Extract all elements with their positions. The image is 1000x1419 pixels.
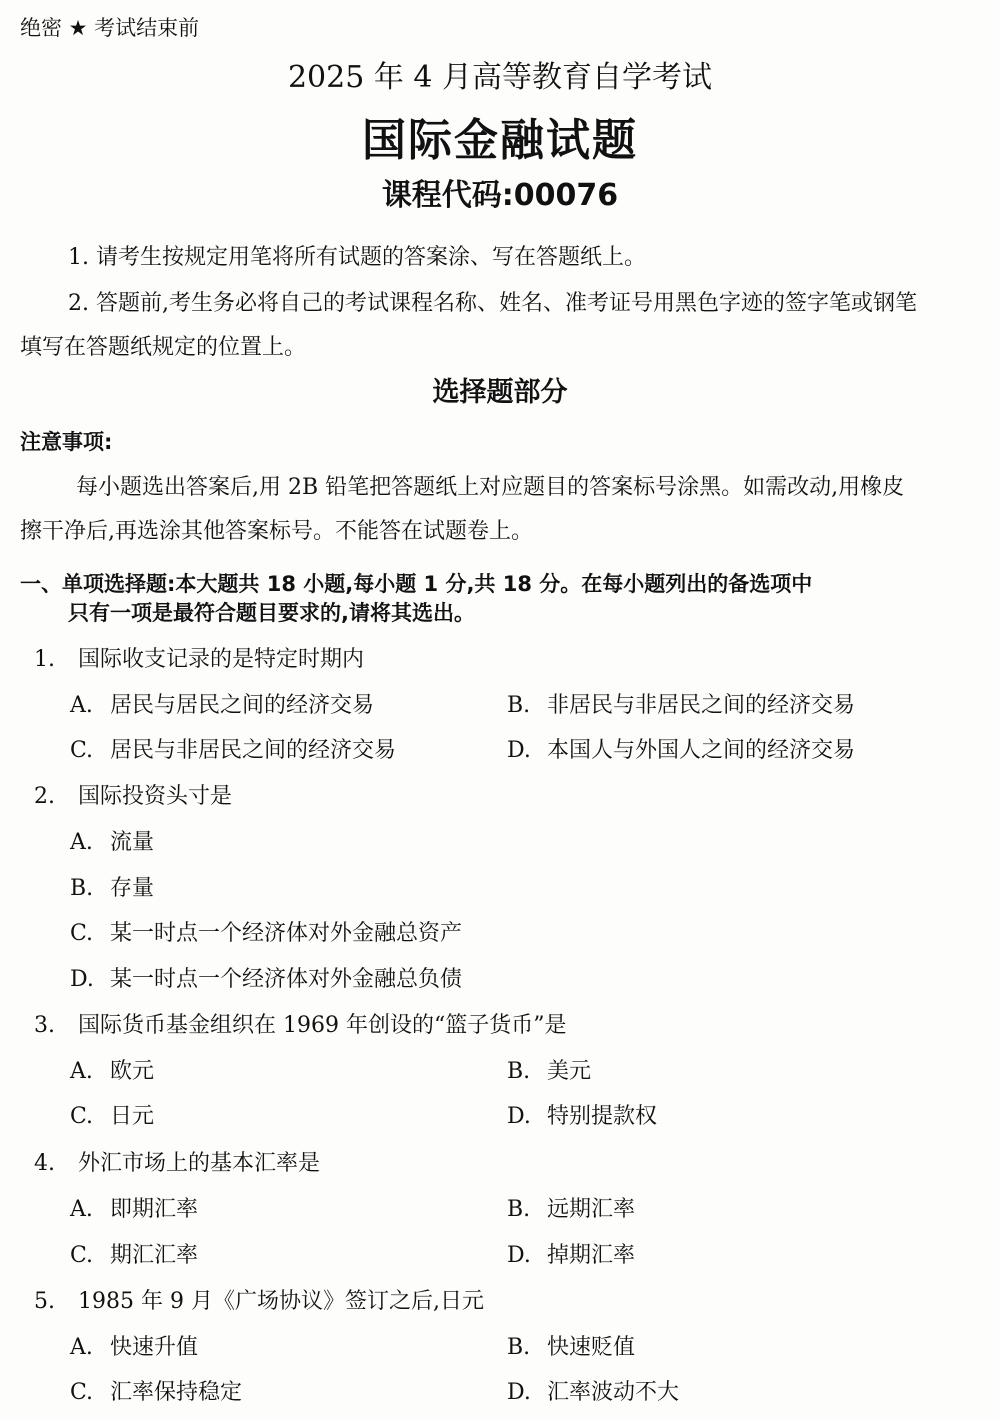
option-text: 某一时点一个经济体对外金融总负债 <box>110 967 463 992</box>
question-5-option-b[interactable] <box>507 1330 635 1361</box>
question-2-option-d[interactable] <box>70 962 462 993</box>
question-2-option-c[interactable] <box>70 916 462 947</box>
option-label: D. <box>507 1380 531 1405</box>
question-number: 2. <box>34 784 55 809</box>
option-label: B. <box>507 1197 531 1222</box>
notice-heading: 注意事项: <box>20 430 113 454</box>
option-text: 特别提款权 <box>547 1104 658 1129</box>
option-label: C. <box>70 1243 94 1268</box>
notice-line-2: 擦干净后,再选涂其他答案标号。不能答在试题卷上。 <box>20 519 533 544</box>
option-label: A. <box>70 693 93 718</box>
option-text: 流量 <box>110 830 155 855</box>
option-text: 本国人与外国人之间的经济交易 <box>547 738 856 763</box>
question-3-option-a[interactable] <box>70 1054 154 1085</box>
question-4-option-a[interactable] <box>70 1192 198 1223</box>
option-label: B. <box>507 1335 531 1360</box>
question-number: 5. <box>34 1289 55 1314</box>
question-2-stem <box>34 779 232 810</box>
option-text: 快速贬值 <box>547 1335 636 1360</box>
question-number: 1. <box>34 647 55 672</box>
option-text: 期汇汇率 <box>110 1243 199 1268</box>
question-1-option-b[interactable] <box>507 688 855 719</box>
question-5-option-a[interactable] <box>70 1330 198 1361</box>
option-label: C. <box>70 738 94 763</box>
option-label: A. <box>70 1059 93 1084</box>
notice-line-1: 每小题选出答案后,用 2B 铅笔把答题纸上对应题目的答案标号涂黑。如需改动,用橡皮 <box>76 475 905 500</box>
part-heading: 一、单项选择题:本大题共 18 小题,每小题 1 分,共 18 分。在每小题列出的备选项中 <box>20 572 813 596</box>
option-text: 掉期汇率 <box>547 1243 636 1268</box>
option-label: D. <box>507 738 531 763</box>
question-number: 4. <box>34 1151 55 1176</box>
option-label: A. <box>70 1197 93 1222</box>
exam-name: 2025 年 4 月高等教育自学考试 <box>287 60 713 95</box>
question-5-stem <box>34 1284 484 1315</box>
question-text: 国际投资头寸是 <box>78 784 233 809</box>
option-text: 某一时点一个经济体对外金融总资产 <box>110 921 463 946</box>
option-label: D. <box>70 967 94 992</box>
question-1-option-a[interactable] <box>70 688 374 719</box>
option-label: B. <box>507 1059 531 1084</box>
option-label: D. <box>507 1243 531 1268</box>
option-text: 居民与居民之间的经济交易 <box>110 693 375 718</box>
instruction-2: 2. 答题前,考生务必将自己的考试课程名称、姓名、准考证号用黑色字迹的签字笔或钢笔 <box>68 291 917 316</box>
option-text: 非居民与非居民之间的经济交易 <box>547 693 856 718</box>
course-code: 课程代码:00076 <box>381 178 619 213</box>
option-label: C. <box>70 921 94 946</box>
option-label: A. <box>70 1335 93 1360</box>
option-text: 快速升值 <box>110 1335 199 1360</box>
option-text: 汇率保持稳定 <box>110 1380 243 1405</box>
question-3-option-d[interactable] <box>507 1099 657 1130</box>
instruction-1: 1. 请考生按规定用笔将所有试题的答案涂、写在答题纸上。 <box>68 245 646 270</box>
question-5-option-d[interactable] <box>507 1375 679 1406</box>
option-label: C. <box>70 1104 94 1129</box>
question-2-option-b[interactable] <box>70 871 154 902</box>
question-number: 3. <box>34 1013 55 1038</box>
part-heading-cont: 只有一项是最符合题目要求的,请将其选出。 <box>68 601 475 625</box>
option-text: 日元 <box>110 1104 155 1129</box>
option-text: 美元 <box>547 1059 592 1084</box>
question-4-option-b[interactable] <box>507 1192 635 1223</box>
option-label: C. <box>70 1380 94 1405</box>
question-4-option-d[interactable] <box>507 1238 635 1269</box>
question-5-option-c[interactable] <box>70 1375 242 1406</box>
question-4-stem <box>34 1146 320 1177</box>
question-3-stem <box>34 1008 566 1039</box>
option-text: 汇率波动不大 <box>547 1380 680 1405</box>
question-2-option-a[interactable] <box>70 825 154 856</box>
paper-title: 国际金融试题 <box>362 115 638 166</box>
option-text: 欧元 <box>110 1059 155 1084</box>
question-1-stem <box>34 642 364 673</box>
option-text: 存量 <box>110 876 155 901</box>
option-text: 即期汇率 <box>110 1197 199 1222</box>
question-3-option-b[interactable] <box>507 1054 591 1085</box>
question-1-option-c[interactable] <box>70 733 396 764</box>
option-label: B. <box>507 693 531 718</box>
option-label: A. <box>70 830 93 855</box>
question-text: 国际货币基金组织在 1969 年创设的“篮子货币”是 <box>78 1013 567 1038</box>
secret-mark: 绝密 ★ 考试结束前 <box>20 16 200 40</box>
question-4-option-c[interactable] <box>70 1238 198 1269</box>
option-label: B. <box>70 876 94 901</box>
question-3-option-c[interactable] <box>70 1099 154 1130</box>
instruction-2-cont: 填写在答题纸规定的位置上。 <box>20 335 307 360</box>
question-text: 1985 年 9 月《广场协议》签订之后,日元 <box>78 1289 484 1314</box>
question-text: 国际收支记录的是特定时期内 <box>78 647 365 672</box>
option-text: 居民与非居民之间的经济交易 <box>110 738 397 763</box>
option-text: 远期汇率 <box>547 1197 636 1222</box>
question-1-option-d[interactable] <box>507 733 855 764</box>
option-label: D. <box>507 1104 531 1129</box>
question-text: 外汇市场上的基本汇率是 <box>78 1151 321 1176</box>
section-title: 选择题部分 <box>432 377 568 408</box>
